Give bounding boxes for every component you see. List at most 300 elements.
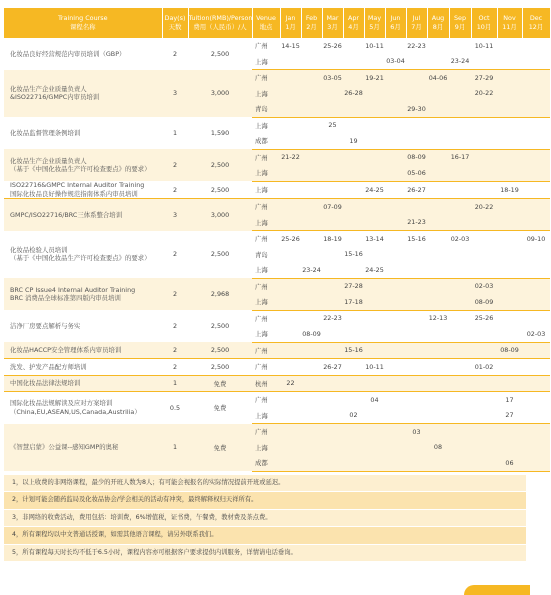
session-date xyxy=(385,294,406,310)
session-date xyxy=(343,262,364,278)
session-date xyxy=(522,181,550,199)
venue-city: 上海 xyxy=(252,181,280,199)
session-date xyxy=(322,133,343,149)
session-date: 21-22 xyxy=(280,149,301,165)
session-date xyxy=(301,70,322,86)
session-date xyxy=(301,38,322,54)
session-date xyxy=(471,215,497,231)
session-date xyxy=(522,342,550,359)
session-date xyxy=(385,38,406,54)
session-date xyxy=(343,165,364,181)
course-fee: 3,000 xyxy=(188,70,252,118)
course-name: 化妆品生产企业质量负责人 （基于《中国化妆品生产许可检查要点》的要求） xyxy=(4,149,162,181)
session-date xyxy=(471,231,497,247)
course-fee: 3,000 xyxy=(188,199,252,231)
session-date xyxy=(343,310,364,326)
session-date xyxy=(301,440,322,456)
month-header: Oct 10月 xyxy=(471,8,497,38)
venue-city: 广州 xyxy=(252,149,280,165)
course-fee: 2,500 xyxy=(188,359,252,376)
course-name: 化妆品生产企业质量负责人 &ISO22716/GMPC内审员培训 xyxy=(4,70,162,118)
table-row xyxy=(4,278,550,294)
session-date: 19 xyxy=(343,133,364,149)
session-date xyxy=(343,70,364,86)
venue-city: 上海 xyxy=(252,408,280,424)
session-date xyxy=(280,278,301,294)
session-date: 03 xyxy=(406,424,427,440)
session-date xyxy=(364,326,385,342)
session-date xyxy=(385,424,406,440)
table-row xyxy=(4,310,550,326)
session-date xyxy=(364,310,385,326)
session-date xyxy=(449,70,471,86)
session-date xyxy=(522,133,550,149)
course-fee: 免费 xyxy=(188,392,252,424)
session-date xyxy=(385,278,406,294)
venue-city: 上海 xyxy=(252,326,280,342)
session-date xyxy=(364,247,385,263)
session-date: 10-11 xyxy=(471,38,497,54)
session-date: 06 xyxy=(497,455,522,471)
venue-city: 上海 xyxy=(252,86,280,102)
session-date xyxy=(385,310,406,326)
session-date xyxy=(406,342,427,359)
session-date xyxy=(280,392,301,408)
table-row xyxy=(4,117,550,133)
session-date: 26-27 xyxy=(406,181,427,199)
session-date xyxy=(471,165,497,181)
session-date xyxy=(385,165,406,181)
session-date xyxy=(343,231,364,247)
fee-column-header: Tuition(RMB)/Person 费用（人民币）/人 xyxy=(188,8,252,38)
session-date xyxy=(385,149,406,165)
session-date xyxy=(280,424,301,440)
session-date xyxy=(364,86,385,102)
session-date xyxy=(497,54,522,70)
session-date xyxy=(471,455,497,471)
session-date xyxy=(280,440,301,456)
session-date xyxy=(497,262,522,278)
session-date xyxy=(471,375,497,392)
session-date: 08-09 xyxy=(301,326,322,342)
session-date xyxy=(280,408,301,424)
session-date xyxy=(497,359,522,376)
month-header: Apr 4月 xyxy=(343,8,364,38)
session-date xyxy=(322,294,343,310)
month-header: Jan 1月 xyxy=(280,8,301,38)
session-date xyxy=(343,359,364,376)
session-date xyxy=(364,408,385,424)
session-date xyxy=(301,165,322,181)
session-date xyxy=(497,375,522,392)
session-date xyxy=(522,375,550,392)
course-fee: 2,500 xyxy=(188,149,252,181)
session-date xyxy=(364,199,385,215)
session-date xyxy=(280,262,301,278)
session-date xyxy=(449,86,471,102)
session-date xyxy=(385,326,406,342)
session-date xyxy=(322,440,343,456)
venue-city: 成都 xyxy=(252,455,280,471)
session-date xyxy=(280,326,301,342)
session-date xyxy=(301,199,322,215)
venue-city: 上海 xyxy=(252,262,280,278)
session-date: 25-26 xyxy=(322,38,343,54)
session-date: 20-22 xyxy=(471,86,497,102)
session-date xyxy=(364,117,385,133)
session-date xyxy=(364,375,385,392)
session-date xyxy=(497,278,522,294)
table-row xyxy=(4,231,550,247)
days-column-header: Day(s) 天数 xyxy=(162,8,188,38)
course-fee: 2,500 xyxy=(188,38,252,70)
session-date xyxy=(522,262,550,278)
session-date xyxy=(449,278,471,294)
venue-city: 广州 xyxy=(252,231,280,247)
session-date: 13-14 xyxy=(364,231,385,247)
course-days: 2 xyxy=(162,231,188,279)
session-date xyxy=(471,54,497,70)
session-date xyxy=(427,117,449,133)
session-date: 24-25 xyxy=(364,181,385,199)
session-date xyxy=(497,231,522,247)
table-header xyxy=(4,8,550,38)
course-name: 化妆品良好经营规范内审员培训（GBP） xyxy=(4,38,162,70)
session-date xyxy=(280,310,301,326)
session-date xyxy=(322,247,343,263)
session-date xyxy=(497,199,522,215)
session-date xyxy=(343,54,364,70)
session-date: 04 xyxy=(364,392,385,408)
course-fee: 免费 xyxy=(188,375,252,392)
session-date xyxy=(364,101,385,117)
session-date xyxy=(343,38,364,54)
session-date xyxy=(406,359,427,376)
session-date xyxy=(364,294,385,310)
course-days: 2 xyxy=(162,149,188,181)
course-days: 1 xyxy=(162,424,188,472)
venue-city: 上海 xyxy=(252,440,280,456)
session-date xyxy=(406,326,427,342)
course-name: 中国化妆品法律法规培训 xyxy=(4,375,162,392)
session-date xyxy=(385,101,406,117)
session-date xyxy=(471,117,497,133)
session-date xyxy=(522,70,550,86)
table-row xyxy=(4,38,550,54)
session-date xyxy=(427,278,449,294)
session-date xyxy=(449,326,471,342)
month-header: Dec 12月 xyxy=(522,8,550,38)
session-date xyxy=(449,215,471,231)
session-date: 02-03 xyxy=(522,326,550,342)
session-date xyxy=(427,231,449,247)
session-date xyxy=(406,294,427,310)
course-days: 2 xyxy=(162,310,188,342)
session-date xyxy=(322,392,343,408)
session-date xyxy=(364,133,385,149)
course-fee: 2,968 xyxy=(188,278,252,310)
venue-city: 成都 xyxy=(252,133,280,149)
table-row xyxy=(4,70,550,86)
session-date xyxy=(427,424,449,440)
course-fee: 1,590 xyxy=(188,117,252,149)
course-days: 2 xyxy=(162,181,188,199)
venue-city: 上海 xyxy=(252,165,280,181)
course-days: 3 xyxy=(162,199,188,231)
notes-section xyxy=(4,475,526,563)
session-date xyxy=(364,165,385,181)
session-date xyxy=(301,117,322,133)
session-date: 29-30 xyxy=(406,101,427,117)
session-date xyxy=(497,440,522,456)
session-date xyxy=(449,392,471,408)
session-date xyxy=(522,408,550,424)
session-date xyxy=(385,440,406,456)
session-date xyxy=(301,342,322,359)
session-date xyxy=(364,215,385,231)
session-date xyxy=(497,310,522,326)
session-date xyxy=(522,310,550,326)
session-date xyxy=(406,408,427,424)
session-date xyxy=(343,455,364,471)
table-row xyxy=(4,424,550,440)
session-date xyxy=(280,455,301,471)
session-date xyxy=(427,342,449,359)
session-date xyxy=(301,455,322,471)
session-date xyxy=(406,54,427,70)
session-date xyxy=(449,262,471,278)
session-date: 05-06 xyxy=(406,165,427,181)
session-date xyxy=(471,149,497,165)
course-name: BRC CP Issue4 Internal Auditor Training BRC 消费品全球标准第四版内审员培训 xyxy=(4,278,162,310)
session-date xyxy=(449,342,471,359)
session-date xyxy=(301,392,322,408)
session-date xyxy=(322,181,343,199)
session-date xyxy=(322,149,343,165)
session-date: 10-11 xyxy=(364,38,385,54)
venue-city: 广州 xyxy=(252,38,280,54)
venue-city: 青岛 xyxy=(252,101,280,117)
venue-city: 广州 xyxy=(252,310,280,326)
session-date xyxy=(449,455,471,471)
session-date xyxy=(427,181,449,199)
session-date xyxy=(301,215,322,231)
session-date: 04-06 xyxy=(427,70,449,86)
session-date: 20-22 xyxy=(471,199,497,215)
session-date xyxy=(522,392,550,408)
month-header: Feb 2月 xyxy=(301,8,322,38)
session-date xyxy=(497,133,522,149)
session-date xyxy=(385,359,406,376)
session-date xyxy=(406,455,427,471)
session-date xyxy=(301,231,322,247)
venue-column-header: Venue 地点 xyxy=(252,8,280,38)
session-date xyxy=(427,215,449,231)
session-date: 27-29 xyxy=(471,70,497,86)
session-date: 10-11 xyxy=(364,359,385,376)
venue-city: 杭州 xyxy=(252,375,280,392)
course-name: GMPC/ISO22716/BRC三体系整合培训 xyxy=(4,199,162,231)
course-fee: 免费 xyxy=(188,424,252,472)
session-date: 22 xyxy=(280,375,301,392)
session-date xyxy=(280,342,301,359)
course-days: 2 xyxy=(162,278,188,310)
session-date: 08-09 xyxy=(471,294,497,310)
session-date xyxy=(406,392,427,408)
session-date xyxy=(522,165,550,181)
session-date xyxy=(406,117,427,133)
session-date: 08-09 xyxy=(497,342,522,359)
course-name: 化妆品检验人员培训 （基于《中国化妆品生产许可检查要点》的要求） xyxy=(4,231,162,279)
session-date xyxy=(322,326,343,342)
session-date xyxy=(449,424,471,440)
session-date xyxy=(471,424,497,440)
session-date: 15-16 xyxy=(406,231,427,247)
session-date xyxy=(522,278,550,294)
session-date: 18-19 xyxy=(322,231,343,247)
course-fee: 2,500 xyxy=(188,181,252,199)
session-date xyxy=(449,247,471,263)
session-date xyxy=(322,408,343,424)
session-date xyxy=(280,181,301,199)
session-date: 27-28 xyxy=(343,278,364,294)
session-date xyxy=(449,133,471,149)
month-header: Sep 9月 xyxy=(449,8,471,38)
session-date xyxy=(364,278,385,294)
session-date xyxy=(406,440,427,456)
session-date xyxy=(343,440,364,456)
session-date xyxy=(322,375,343,392)
session-date xyxy=(497,294,522,310)
session-date xyxy=(522,455,550,471)
session-date xyxy=(427,149,449,165)
session-date: 26-27 xyxy=(322,359,343,376)
session-date xyxy=(471,392,497,408)
session-date xyxy=(497,86,522,102)
session-date: 15-16 xyxy=(343,342,364,359)
session-date xyxy=(522,294,550,310)
session-date xyxy=(406,133,427,149)
session-date xyxy=(449,38,471,54)
venue-city: 青岛 xyxy=(252,247,280,263)
course-days: 1 xyxy=(162,375,188,392)
session-date: 12-13 xyxy=(427,310,449,326)
session-date xyxy=(522,215,550,231)
note-item: 1，以上收费的非网络课程，最少的开班人数为8人；有可能会视报名的实际情况提前开班或延迟。 xyxy=(4,475,526,493)
session-date xyxy=(343,117,364,133)
session-date xyxy=(427,199,449,215)
session-date xyxy=(343,326,364,342)
session-date: 02-03 xyxy=(471,278,497,294)
session-date xyxy=(449,199,471,215)
session-date xyxy=(471,440,497,456)
session-date xyxy=(301,86,322,102)
session-date xyxy=(427,165,449,181)
session-date xyxy=(427,38,449,54)
session-date: 25 xyxy=(322,117,343,133)
table-row xyxy=(4,199,550,215)
session-date xyxy=(522,38,550,54)
session-date xyxy=(343,149,364,165)
session-date xyxy=(385,70,406,86)
session-date: 17-18 xyxy=(343,294,364,310)
session-date xyxy=(301,424,322,440)
session-date xyxy=(522,149,550,165)
session-date xyxy=(385,247,406,263)
session-date xyxy=(471,408,497,424)
session-date xyxy=(385,392,406,408)
session-date: 24-25 xyxy=(364,262,385,278)
note-item: 2，计划可能会随药监局及化妆品协会/学会相关的活动有冲突，最终解释权归天祥所有。 xyxy=(4,492,526,510)
session-date xyxy=(322,278,343,294)
session-date xyxy=(497,215,522,231)
session-date xyxy=(343,101,364,117)
session-date xyxy=(427,294,449,310)
session-date xyxy=(427,326,449,342)
session-date: 23-24 xyxy=(449,54,471,70)
session-date xyxy=(497,165,522,181)
session-date xyxy=(497,101,522,117)
venue-city: 广州 xyxy=(252,278,280,294)
session-date xyxy=(322,424,343,440)
session-date xyxy=(322,342,343,359)
session-date xyxy=(385,199,406,215)
session-date xyxy=(449,310,471,326)
session-date xyxy=(343,424,364,440)
session-date xyxy=(364,424,385,440)
session-date xyxy=(385,231,406,247)
session-date xyxy=(301,375,322,392)
session-date xyxy=(406,199,427,215)
session-date: 15-16 xyxy=(343,247,364,263)
session-date xyxy=(364,149,385,165)
session-date xyxy=(522,359,550,376)
session-date xyxy=(497,326,522,342)
venue-city: 广州 xyxy=(252,392,280,408)
session-date xyxy=(280,101,301,117)
session-date xyxy=(427,247,449,263)
note-item: 4，所有课程均以中文普通话授课，如需其他语言课程，请另外联系我们。 xyxy=(4,527,526,545)
session-date xyxy=(427,455,449,471)
session-date xyxy=(427,392,449,408)
session-date xyxy=(280,215,301,231)
session-date: 03-05 xyxy=(322,70,343,86)
session-date: 07-09 xyxy=(322,199,343,215)
session-date xyxy=(364,440,385,456)
session-date xyxy=(427,101,449,117)
session-date: 22-23 xyxy=(406,38,427,54)
course-name: 化妆品HACCP安全管理体系内审员培训 xyxy=(4,342,162,359)
session-date: 21-23 xyxy=(406,215,427,231)
session-date xyxy=(385,117,406,133)
session-date xyxy=(406,247,427,263)
session-date xyxy=(364,54,385,70)
session-date xyxy=(406,375,427,392)
session-date xyxy=(427,262,449,278)
session-date xyxy=(406,262,427,278)
course-name: 洗发、护发产品配方师培训 xyxy=(4,359,162,376)
course-name: 《智慧启蒙》公益课--感知GMP的奥秘 xyxy=(4,424,162,472)
session-date xyxy=(280,359,301,376)
session-date xyxy=(322,101,343,117)
session-date xyxy=(449,101,471,117)
session-date xyxy=(497,424,522,440)
course-days: 2 xyxy=(162,342,188,359)
session-date xyxy=(385,262,406,278)
venue-city: 上海 xyxy=(252,54,280,70)
session-date xyxy=(364,342,385,359)
session-date xyxy=(522,54,550,70)
